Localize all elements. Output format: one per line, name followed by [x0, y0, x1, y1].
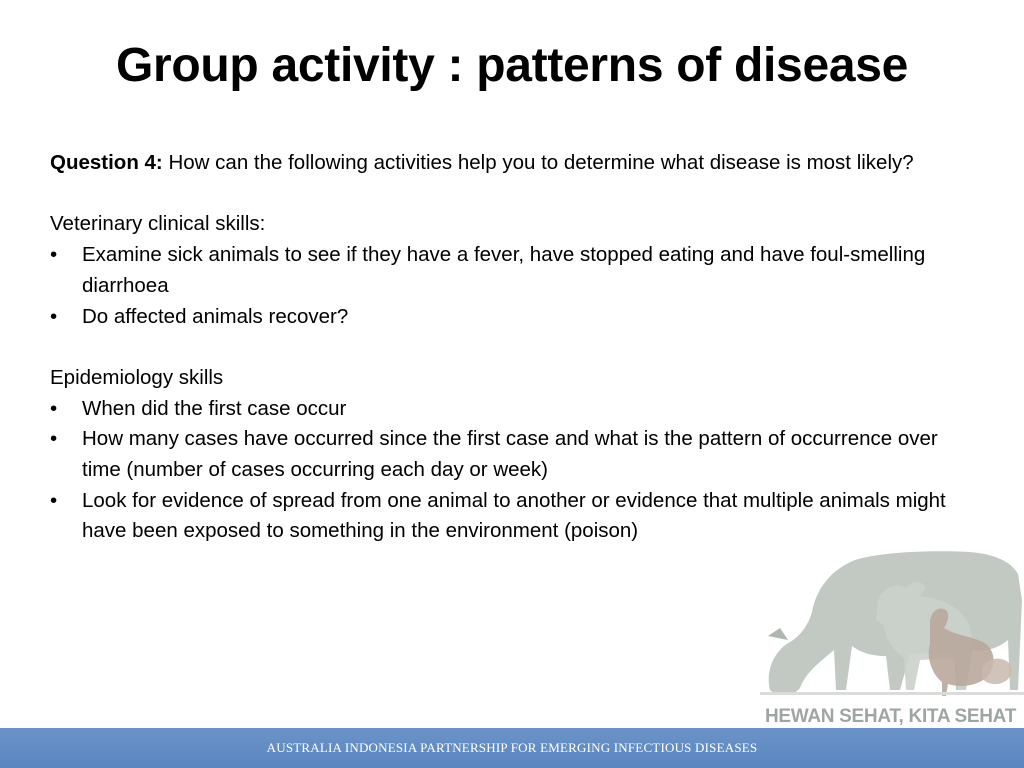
question-paragraph: [50, 148, 970, 179]
slide-title: Group activity : patterns of disease: [115, 39, 909, 92]
question-label: Question 4:: [50, 151, 163, 174]
list-item: [50, 394, 970, 425]
list-item-text: Examine sick animals to see if they have a fever, have stopped eating and have foul-smelling diarrhoea: [82, 243, 926, 297]
question-text: How can the following activities help you to determine what disease is most likely?: [162, 151, 914, 174]
bullet-icon: •: [50, 304, 58, 328]
bullet-icon: •: [50, 243, 58, 267]
clinical-skills-list: [50, 240, 970, 332]
section-heading-clinical: Veterinary clinical skills:: [50, 212, 266, 236]
list-item: [50, 486, 970, 547]
bullet-icon: •: [50, 396, 58, 420]
list-item: [50, 240, 970, 301]
livestock-silhouette-icon: [760, 540, 1024, 730]
list-item: [50, 424, 970, 485]
list-item: [50, 302, 970, 333]
list-item-text: Look for evidence of spread from one animal to another or evidence that multiple animals might have been exposed to something in the environment (poison): [82, 488, 946, 543]
bullet-icon: •: [50, 427, 58, 451]
list-item-text: When did the first case occur: [82, 396, 347, 420]
section-heading-epidemiology: Epidemiology skills: [50, 365, 224, 389]
list-item-text: How many cases have occurred since the first case and what is the pattern of occurrence over time (number of cases occurring each day or week): [82, 427, 938, 481]
footer-bar: AUSTRALIA INDONESIA PARTNERSHIP FOR EMERGING INFECTIOUS DISEASES: [0, 728, 1024, 768]
epidemiology-skills-list: [50, 394, 970, 548]
logo-slogan: HEWAN SEHAT, KITA SEHAT: [764, 706, 1016, 727]
slide-body: [50, 148, 970, 547]
list-item-text: Do affected animals recover?: [82, 304, 349, 328]
bullet-icon: •: [50, 488, 58, 512]
